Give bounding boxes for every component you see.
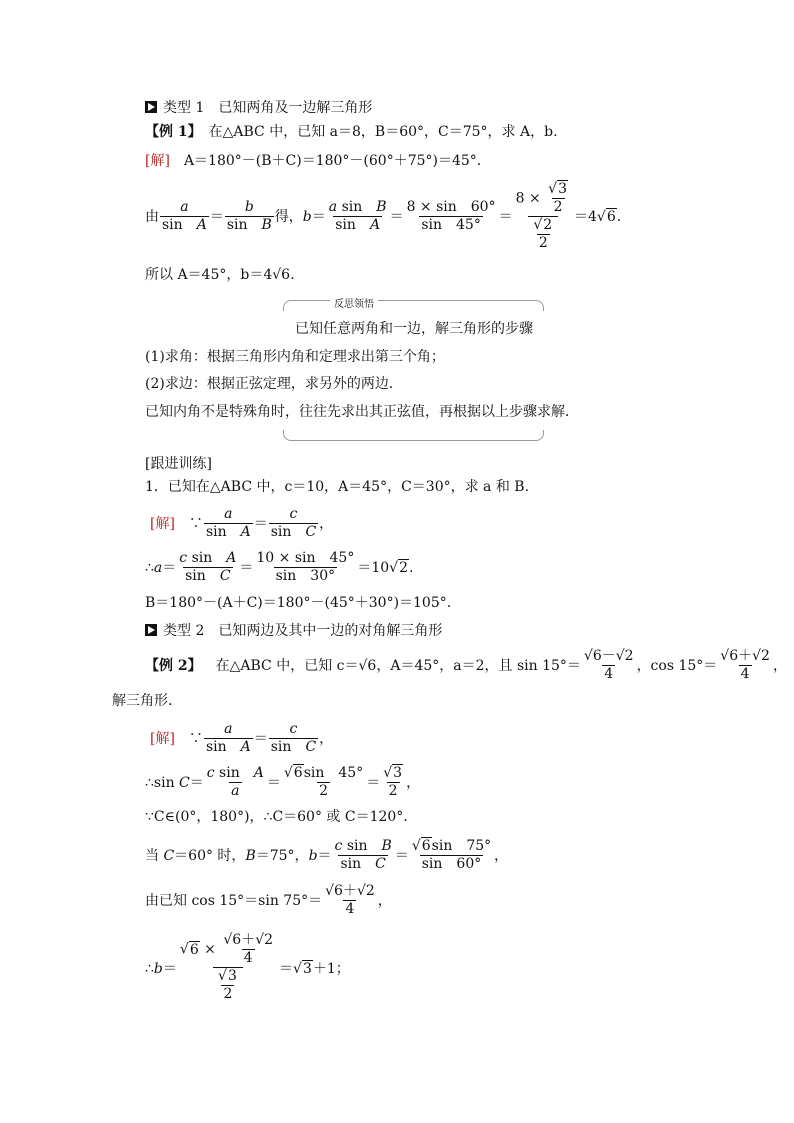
reflection-box-top: [283, 300, 544, 311]
example2-solve-sinC: ∴sin C＝ c sin A a ＝ √6sin 45° 2 ＝ √3 2 ，: [145, 764, 421, 799]
example2-case-c60: 当 C＝60° 时，B＝75°，b＝ c sin B sin C ＝ √6sin 75° sin 60° ，: [145, 837, 509, 872]
example2-problem-end: 解三角形．: [112, 693, 182, 709]
play-triangle-icon: [145, 101, 157, 113]
example2-solve-b: ∴b＝ √6 × $\frac{√6+√2}{4}$ $\frac{√3}{2}$ ＝√3＋1；: [145, 932, 350, 1002]
section-heading-type1: 类型 1 已知两角及一边解三角形: [145, 97, 372, 117]
reflection-box-bottom: [283, 430, 544, 441]
example2-law-of-sines: [解] ∵ a sin A ＝ c sin C ，: [150, 720, 334, 755]
practice-solve-a: ∴a＝ c sin A sin C ＝ 10 × sin 45° sin 30° ＝10√2.: [145, 549, 414, 584]
reflection-item-1: (1)求角：根据三角形内角和定理求出第三个角；: [145, 349, 445, 365]
practice-problem: 1．已知在△ABC 中，c＝10，A＝45°，C＝30°，求 a 和 B.: [145, 479, 530, 495]
reflection-item-2: (2)求边：根据正弦定理，求另外的两边．: [145, 376, 403, 392]
play-triangle-icon: [145, 624, 157, 636]
example1-solution-line1: [解] A＝180°－(B＋C)＝180°－(60°＋75°)＝45°.: [145, 153, 482, 169]
example1-problem: 【例 1】 在△ABC 中，已知 a＝8，B＝60°，C＝75°，求 A，b.: [145, 124, 558, 140]
example1-conclusion: 所以 A＝45°，b＝4√6.: [145, 267, 295, 283]
example2-problem: 【例 2】 在△ABC 中，已知 c＝√6，A＝45°，a＝2，且 sin 15°＝ √6－√2 4 ，cos 15°＝ √6＋√2 4 ，: [145, 647, 787, 682]
practice-solve-b: B＝180°－(A＋C)＝180°－(45°＋30°)＝105°.: [145, 595, 452, 611]
section-heading-type2: 类型 2 已知两边及其中一边的对角解三角形: [145, 620, 442, 640]
reflection-item-3: 已知内角不是特殊角时，往往先求出其正弦值，再根据以上步骤求解．: [145, 404, 579, 420]
example1-law-of-sines-equation: 由 a sin A ＝ b sin B 得，b＝ a sin B sin A ＝ 8 × sin 60° sin 45° ＝ 8 × $\frac{√3}{2}$ $\frac{√2}{2}$ ＝4√6.: [145, 180, 622, 251]
practice-law-of-sines: [解] ∵ a sin A ＝ c sin C ，: [150, 505, 334, 540]
practice-tag: [跟进训练]: [145, 456, 212, 472]
reflection-title: 已知任意两角和一边，解三角形的步骤: [295, 321, 533, 337]
example2-angle-cases: ∵C∈(0°，180°)，∴C＝60° 或 C＝120°.: [145, 809, 408, 825]
example2-cos15: 由已知 cos 15°＝sin 75°＝ √6＋√2 4 ，: [145, 882, 392, 917]
reflection-badge: 反思领悟: [330, 295, 378, 310]
